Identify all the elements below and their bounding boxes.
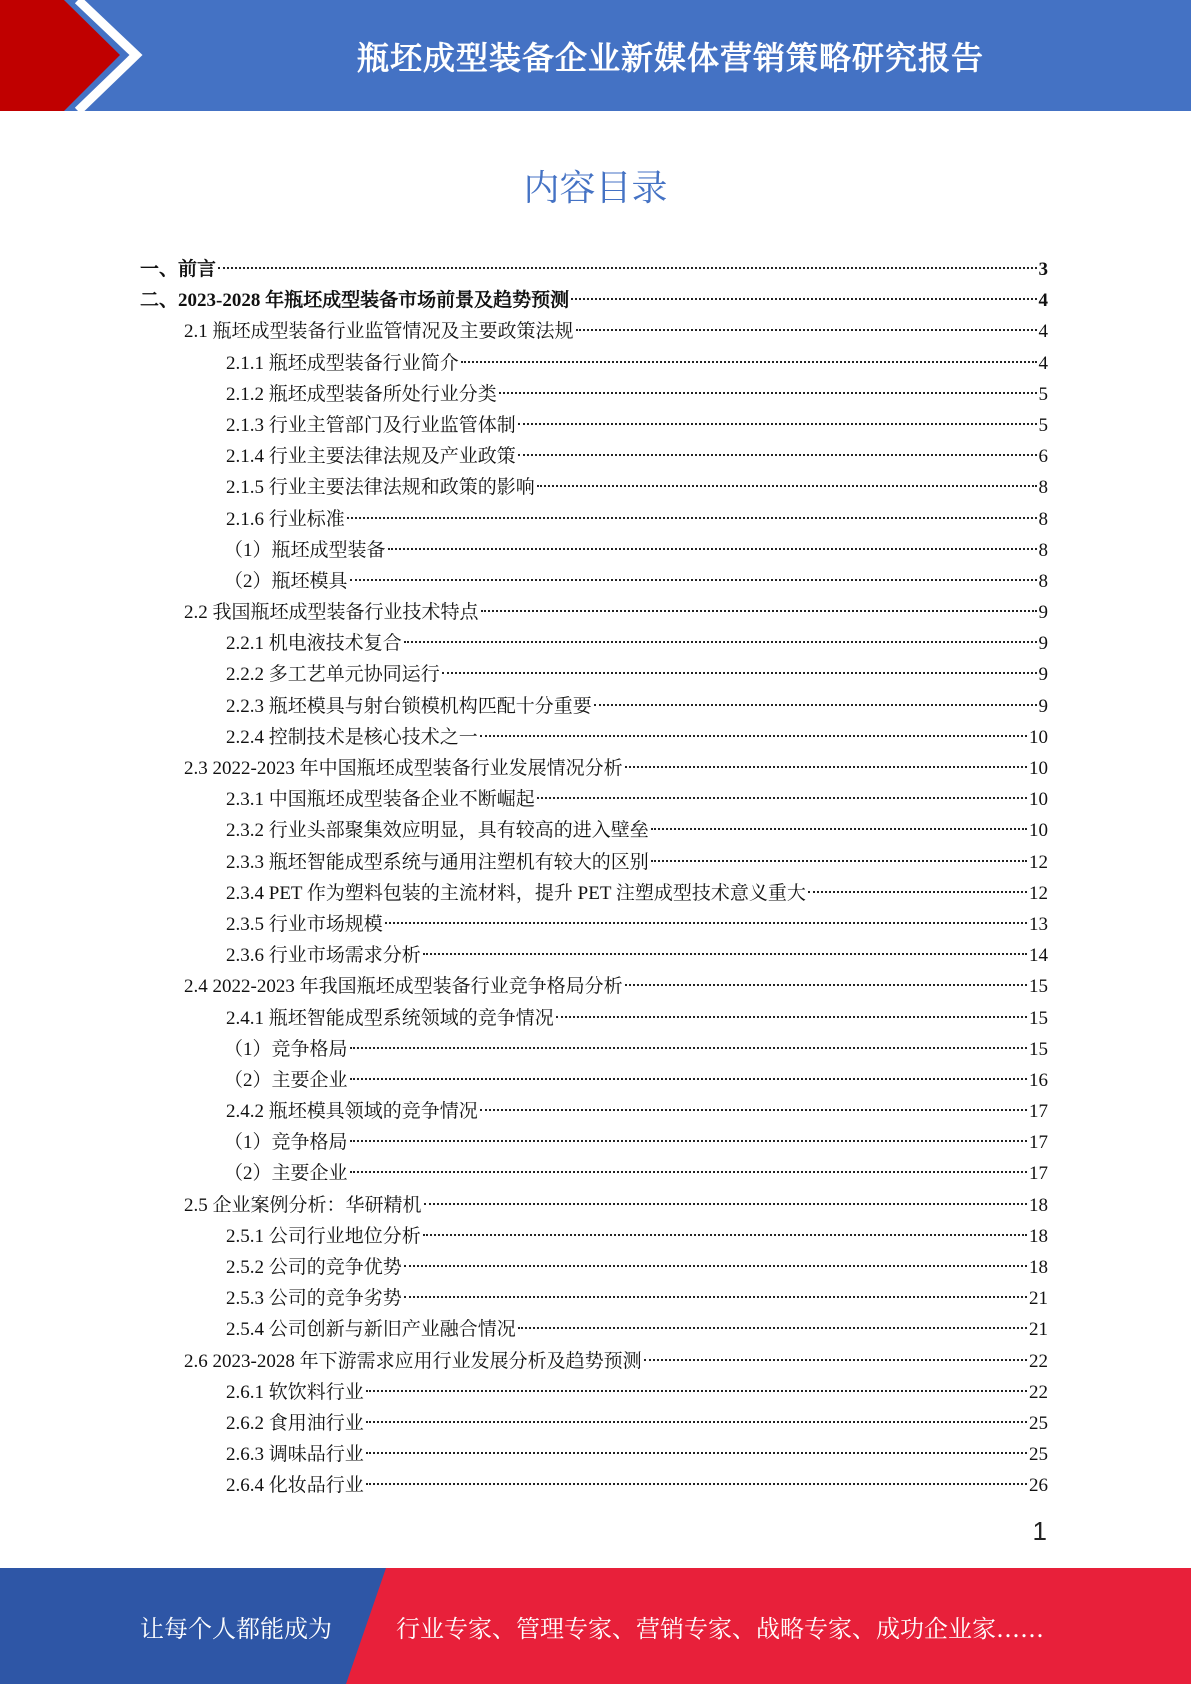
toc-entry-label: 2.6.4 化妆品行业 bbox=[226, 1475, 364, 1497]
toc-entry-label: 一、前言 bbox=[140, 259, 217, 280]
toc-dot-leader bbox=[499, 392, 1037, 394]
toc-dot-leader bbox=[366, 1452, 1027, 1454]
header-banner bbox=[0, 0, 1191, 111]
toc-entry-page: 15 bbox=[1029, 1007, 1048, 1029]
toc-entry[interactable] bbox=[140, 441, 1048, 472]
toc-dot-leader bbox=[537, 485, 1037, 487]
toc-entry-page: 25 bbox=[1029, 1444, 1048, 1466]
toc-dot-leader bbox=[350, 1078, 1027, 1080]
toc-entry[interactable] bbox=[140, 472, 1048, 503]
toc-dot-leader bbox=[404, 1296, 1027, 1298]
toc-entry-label: 2.2.3 瓶坯模具与射台锁模机构匹配十分重要 bbox=[226, 695, 592, 717]
toc-dot-leader bbox=[480, 1109, 1027, 1111]
toc-dot-leader bbox=[644, 1359, 1027, 1361]
toc-entry-label: 二、2023-2028 年瓶坯成型装备市场前景及趋势预测 bbox=[140, 290, 570, 312]
toc-entry-label: 2.3.3 瓶坯智能成型系统与通用注塑机有较大的区别 bbox=[226, 851, 649, 873]
toc-entry-page: 12 bbox=[1029, 882, 1048, 904]
toc-entry[interactable] bbox=[140, 1003, 1048, 1034]
toc-entry[interactable] bbox=[140, 379, 1048, 410]
toc-entry[interactable] bbox=[140, 1065, 1048, 1096]
toc-entry-page: 5 bbox=[1038, 414, 1048, 436]
toc-entry[interactable] bbox=[140, 1314, 1048, 1345]
toc-dot-leader bbox=[537, 797, 1027, 799]
toc-dot-leader bbox=[518, 423, 1037, 425]
toc-entry-page: 9 bbox=[1038, 695, 1048, 717]
toc-entry-page: 9 bbox=[1038, 664, 1048, 686]
toc-entry-label: 2.4.2 瓶坯模具领域的竞争情况 bbox=[226, 1101, 478, 1123]
toc-entry-page: 6 bbox=[1038, 446, 1048, 468]
toc-entry[interactable] bbox=[140, 254, 1048, 285]
toc-entry-label: 2.2 我国瓶坯成型装备行业技术特点 bbox=[184, 602, 479, 624]
toc-entry[interactable] bbox=[140, 691, 1048, 722]
footer-banner bbox=[0, 1568, 1191, 1684]
toc-entry[interactable] bbox=[140, 1377, 1048, 1408]
toc-dot-leader bbox=[424, 1203, 1027, 1205]
toc-dot-leader bbox=[404, 641, 1037, 643]
toc-dot-leader bbox=[571, 298, 1036, 300]
toc-entry-label: 2.3.2 行业头部聚集效应明显，具有较高的进入壁垒 bbox=[226, 820, 649, 842]
toc-entry-page: 17 bbox=[1029, 1132, 1048, 1154]
toc-dot-leader bbox=[808, 891, 1027, 893]
toc-heading: 内容目录 bbox=[523, 168, 668, 209]
toc-entry-label: 2.1.5 行业主要法律法规和政策的影响 bbox=[226, 477, 535, 499]
toc-entry-label: （2）主要企业 bbox=[224, 1163, 348, 1185]
toc-dot-leader bbox=[366, 1390, 1027, 1392]
toc-entry-page: 12 bbox=[1029, 851, 1048, 873]
toc-entry-page: 10 bbox=[1029, 789, 1048, 811]
toc-entry-page: 4 bbox=[1038, 290, 1048, 312]
toc-dot-leader bbox=[385, 922, 1027, 924]
toc-entry[interactable] bbox=[140, 1408, 1048, 1439]
toc-entry-page: 8 bbox=[1038, 570, 1048, 592]
toc-dot-leader bbox=[594, 704, 1037, 706]
toc-entry-label: 2.5.2 公司的竞争优势 bbox=[226, 1257, 402, 1278]
toc-entry[interactable] bbox=[140, 1190, 1048, 1221]
toc-entry-label: 2.1.3 行业主管部门及行业监管体制 bbox=[226, 414, 516, 436]
toc-dot-leader bbox=[366, 1421, 1027, 1423]
toc-entry-page: 8 bbox=[1038, 539, 1048, 561]
toc-dot-leader bbox=[350, 579, 1037, 581]
toc-entry[interactable] bbox=[140, 504, 1048, 535]
toc-entry[interactable] bbox=[140, 1158, 1048, 1189]
toc-entry[interactable] bbox=[140, 1221, 1048, 1252]
toc-entry-page: 8 bbox=[1038, 477, 1048, 499]
toc-entry[interactable] bbox=[140, 1127, 1048, 1158]
toc-entry-label: （1）瓶坯成型装备 bbox=[224, 539, 386, 561]
toc-entry[interactable] bbox=[140, 535, 1048, 566]
toc-dot-leader bbox=[518, 1327, 1027, 1329]
toc-entry-page: 18 bbox=[1029, 1194, 1048, 1216]
toc-entry[interactable] bbox=[140, 722, 1048, 753]
toc-dot-leader bbox=[350, 1140, 1027, 1142]
toc-dot-leader bbox=[480, 735, 1027, 737]
toc-dot-leader bbox=[366, 1483, 1027, 1485]
toc-entry-page: 10 bbox=[1029, 758, 1048, 779]
toc-entry[interactable] bbox=[140, 566, 1048, 597]
toc-entry-label: 2.6 2023-2028 年下游需求应用行业发展分析及趋势预测 bbox=[184, 1350, 642, 1372]
toc-entry[interactable] bbox=[140, 316, 1048, 347]
toc-entry[interactable] bbox=[140, 909, 1048, 940]
toc-entry-label: 2.6.3 调味品行业 bbox=[226, 1444, 364, 1466]
toc-dot-leader bbox=[625, 984, 1027, 986]
toc-entry-page: 17 bbox=[1029, 1101, 1048, 1123]
toc-entry-label: （1）竞争格局 bbox=[224, 1038, 348, 1060]
toc-entry[interactable] bbox=[140, 815, 1048, 846]
toc-entry-label: 2.5.4 公司创新与新旧产业融合情况 bbox=[226, 1319, 516, 1341]
toc-entry[interactable] bbox=[140, 1470, 1048, 1501]
toc-entry-label: 2.3 2022-2023 年中国瓶坯成型装备行业发展情况分析 bbox=[184, 758, 623, 779]
toc-entry-page: 25 bbox=[1029, 1412, 1048, 1434]
toc-entry-label: 2.3.1 中国瓶坯成型装备企业不断崛起 bbox=[226, 789, 535, 811]
toc-entry-label: 2.4.1 瓶坯智能成型系统领域的竞争情况 bbox=[226, 1007, 554, 1029]
toc-entry[interactable] bbox=[140, 784, 1048, 815]
toc-entry-page: 14 bbox=[1029, 945, 1048, 967]
toc-entry-label: 2.1 瓶坯成型装备行业监管情况及主要政策法规 bbox=[184, 321, 574, 343]
toc-entry[interactable] bbox=[140, 1034, 1048, 1065]
toc-entry[interactable] bbox=[140, 753, 1048, 784]
toc-entry-label: 2.3.5 行业市场规模 bbox=[226, 913, 383, 935]
toc-entry-page: 10 bbox=[1029, 726, 1048, 748]
toc-dot-leader bbox=[556, 1016, 1027, 1018]
toc-entry-label: 2.1.2 瓶坯成型装备所处行业分类 bbox=[226, 383, 497, 405]
toc-dot-leader bbox=[576, 329, 1037, 331]
toc-entry-page: 4 bbox=[1038, 321, 1048, 343]
toc-dot-leader bbox=[442, 672, 1037, 674]
toc-entry-page: 16 bbox=[1029, 1069, 1048, 1091]
toc-entry[interactable] bbox=[140, 1252, 1048, 1283]
toc-entry-label: 2.1.6 行业标准 bbox=[226, 508, 345, 530]
toc-entry-label: 2.3.6 行业市场需求分析 bbox=[226, 945, 421, 967]
toc-dot-leader bbox=[347, 517, 1037, 519]
page-number: 1 bbox=[1032, 1516, 1047, 1546]
toc-entry-page: 21 bbox=[1029, 1288, 1048, 1310]
report-title: 瓶坯成型装备企业新媒体营销策略研究报告 bbox=[356, 38, 984, 77]
toc-entry[interactable] bbox=[140, 1346, 1048, 1377]
toc-dot-leader bbox=[518, 454, 1037, 456]
toc-entry-label: 2.3.4 PET 作为塑料包装的主流材料，提升 PET 注塑成型技术意义重大 bbox=[226, 882, 806, 904]
toc-entry-label: （2）瓶坯模具 bbox=[224, 570, 348, 592]
toc-entry-page: 13 bbox=[1029, 913, 1048, 935]
toc-dot-leader bbox=[423, 953, 1027, 955]
toc-dot-leader bbox=[651, 860, 1027, 862]
toc-entry-page: 3 bbox=[1038, 259, 1048, 280]
toc-entry-page: 17 bbox=[1029, 1163, 1048, 1185]
toc-dot-leader bbox=[481, 610, 1037, 612]
toc-dot-leader bbox=[404, 1265, 1027, 1267]
toc-entry[interactable] bbox=[140, 971, 1048, 1002]
toc-entry-page: 15 bbox=[1029, 976, 1048, 998]
toc-entry[interactable] bbox=[140, 628, 1048, 659]
toc-entry-label: 2.6.2 食用油行业 bbox=[226, 1412, 364, 1434]
toc-entry[interactable] bbox=[140, 1096, 1048, 1127]
toc-entry[interactable] bbox=[140, 1439, 1048, 1470]
toc-entry-label: 2.5 企业案例分析：华研精机 bbox=[184, 1194, 422, 1216]
toc-entry-page: 15 bbox=[1029, 1038, 1048, 1060]
toc-entry-page: 18 bbox=[1029, 1257, 1048, 1278]
toc-entry-label: 2.1.1 瓶坯成型装备行业简介 bbox=[226, 352, 459, 374]
toc-entry-label: 2.5.1 公司行业地位分析 bbox=[226, 1225, 421, 1247]
toc-entry[interactable] bbox=[140, 1283, 1048, 1314]
toc-dot-leader bbox=[350, 1171, 1027, 1173]
toc-dot-leader bbox=[218, 267, 1036, 269]
toc-entry-label: 2.2.2 多工艺单元协同运行 bbox=[226, 664, 440, 686]
toc-entry[interactable] bbox=[140, 878, 1048, 909]
toc-entry-label: 2.5.3 公司的竞争劣势 bbox=[226, 1288, 402, 1310]
toc-entry-page: 22 bbox=[1029, 1381, 1048, 1403]
toc-entry-page: 22 bbox=[1029, 1350, 1048, 1372]
arrow-decor-icon bbox=[0, 0, 160, 111]
footer-slogan-right: 行业专家、管理专家、营销专家、战略专家、成功企业家…… bbox=[396, 1614, 1044, 1643]
toc-entry[interactable] bbox=[140, 847, 1048, 878]
toc-entry-label: 2.6.1 软饮料行业 bbox=[226, 1381, 364, 1403]
table-of-contents bbox=[140, 254, 1048, 1502]
toc-entry-page: 9 bbox=[1038, 602, 1048, 624]
toc-entry[interactable] bbox=[140, 410, 1048, 441]
toc-dot-leader bbox=[350, 1047, 1027, 1049]
toc-entry[interactable] bbox=[140, 285, 1048, 316]
toc-entry-page: 21 bbox=[1029, 1319, 1048, 1341]
toc-entry-page: 5 bbox=[1038, 383, 1048, 405]
toc-dot-leader bbox=[461, 361, 1037, 363]
toc-entry-page: 4 bbox=[1038, 352, 1048, 374]
toc-dot-leader bbox=[625, 766, 1027, 768]
toc-entry-label: 2.2.4 控制技术是核心技术之一 bbox=[226, 726, 478, 748]
toc-entry[interactable] bbox=[140, 940, 1048, 971]
toc-entry[interactable] bbox=[140, 348, 1048, 379]
toc-entry-page: 8 bbox=[1038, 508, 1048, 530]
toc-dot-leader bbox=[651, 828, 1027, 830]
footer-slogan-left: 让每个人都能成为 bbox=[140, 1614, 332, 1643]
toc-entry-label: （2）主要企业 bbox=[224, 1069, 348, 1091]
toc-entry[interactable] bbox=[140, 659, 1048, 690]
toc-dot-leader bbox=[423, 1234, 1027, 1236]
toc-entry[interactable] bbox=[140, 597, 1048, 628]
toc-entry-page: 26 bbox=[1029, 1475, 1048, 1497]
toc-entry-page: 18 bbox=[1029, 1225, 1048, 1247]
toc-entry-label: 2.4 2022-2023 年我国瓶坯成型装备行业竞争格局分析 bbox=[184, 976, 623, 998]
toc-entry-label: （1）竞争格局 bbox=[224, 1132, 348, 1154]
toc-dot-leader bbox=[388, 548, 1037, 550]
toc-entry-label: 2.1.4 行业主要法律法规及产业政策 bbox=[226, 446, 516, 468]
toc-entry-page: 10 bbox=[1029, 820, 1048, 842]
toc-entry-label: 2.2.1 机电液技术复合 bbox=[226, 633, 402, 655]
toc-entry-page: 9 bbox=[1038, 633, 1048, 655]
